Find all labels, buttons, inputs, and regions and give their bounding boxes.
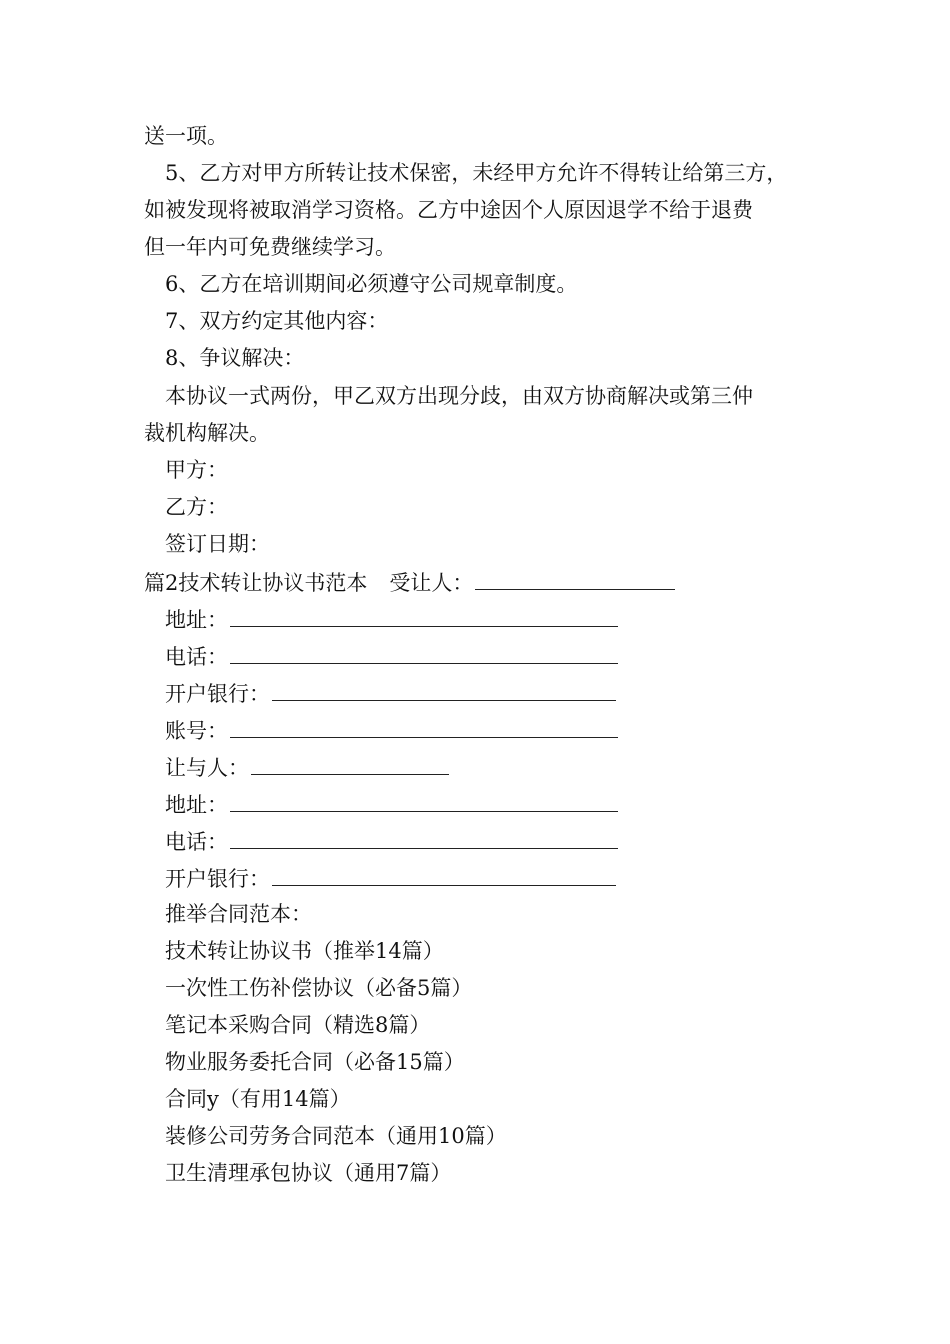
assignor-bank-blank <box>272 865 616 886</box>
assignee-blank <box>475 569 675 590</box>
party-b-label: 乙方： <box>165 495 228 519</box>
assignee-label: 受让人： <box>389 571 474 595</box>
recommend-link[interactable]: 装修公司劳务合同范本（通用10篇） <box>165 1124 507 1148</box>
section2-title-row <box>144 569 675 597</box>
assignor-phone-row <box>165 828 618 856</box>
recommend-link[interactable]: 技术转让协议书（推举14篇） <box>165 939 444 963</box>
assignor-address-row <box>165 791 618 819</box>
clause-7: 7、双方约定其他内容： <box>165 309 389 333</box>
assignee-phone-label: 电话： <box>165 645 228 669</box>
recommend-heading: 推举合同范本： <box>165 902 312 926</box>
clause-5-line-2: 如被发现将被取消学习资格。乙方中途因个人原因退学不给于退费 <box>144 198 753 222</box>
assignee-account-label: 账号： <box>165 719 228 743</box>
assignor-bank-row <box>165 865 616 893</box>
assignee-address-label: 地址： <box>165 608 228 632</box>
assignor-phone-label: 电话： <box>165 830 228 854</box>
assignee-account-blank <box>230 717 618 738</box>
assignor-label: 让与人： <box>165 756 249 780</box>
party-a-label: 甲方： <box>165 458 228 482</box>
dispute-line-2: 裁机构解决。 <box>144 421 270 445</box>
assignee-bank-blank <box>272 680 616 701</box>
assignee-address-row <box>165 606 618 634</box>
assignee-phone-blank <box>230 643 618 664</box>
recommend-link[interactable]: 卫生清理承包协议（通用7篇） <box>165 1161 452 1185</box>
assignor-blank <box>251 754 449 775</box>
assignor-address-blank <box>230 791 618 812</box>
assignor-row <box>165 754 449 782</box>
paragraph-line: 送一项。 <box>144 124 228 148</box>
assignee-bank-row <box>165 680 616 708</box>
recommend-link[interactable]: 笔记本采购合同（精选8篇） <box>165 1013 431 1037</box>
assignee-bank-label: 开户银行： <box>165 682 270 706</box>
dispute-line-1: 本协议一式两份，甲乙双方出现分歧，由双方协商解决或第三仲 <box>165 384 753 408</box>
recommend-link[interactable]: 一次性工伤补偿协议（必备5篇） <box>165 976 473 1000</box>
recommend-link[interactable]: 合同y（有用14篇） <box>165 1087 351 1111</box>
clause-6: 6、乙方在培训期间必须遵守公司规章制度。 <box>165 272 578 296</box>
assignor-phone-blank <box>230 828 618 849</box>
assignee-account-row <box>165 717 618 745</box>
section2-title: 篇2技术转让协议书范本 <box>144 571 368 595</box>
clause-5-line-3: 但一年内可免费继续学习。 <box>144 235 396 259</box>
assignor-address-label: 地址： <box>165 793 228 817</box>
assignor-bank-label: 开户银行： <box>165 867 270 891</box>
assignee-address-blank <box>230 606 618 627</box>
recommend-link[interactable]: 物业服务委托合同（必备15篇） <box>165 1050 465 1074</box>
assignee-phone-row <box>165 643 618 671</box>
sign-date-label: 签订日期： <box>165 532 270 556</box>
clause-5-line-1: 5、乙方对甲方所转让技术保密，未经甲方允许不得转让给第三方， <box>165 161 788 185</box>
clause-8: 8、争议解决： <box>165 346 305 370</box>
